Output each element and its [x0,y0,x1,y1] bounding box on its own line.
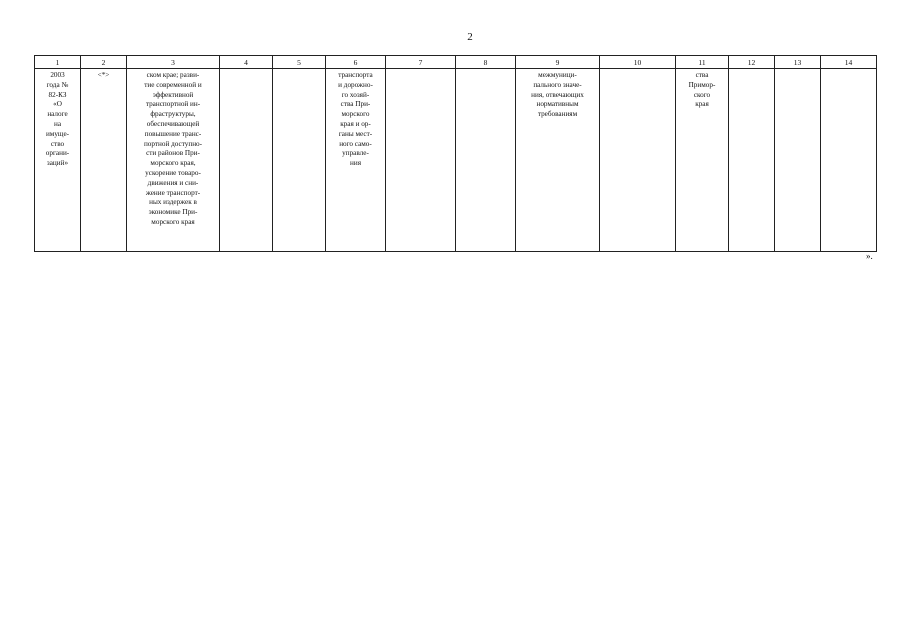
cell-11-text: ства Примор- ского края [688,71,716,109]
header-row [35,56,877,69]
cell-9 [516,69,600,252]
header-cell-11: 11 [676,56,729,69]
cell-4 [220,69,273,252]
cell-1-text: 2003 года № 82-КЗ «О налоге на имуще- ство органи- заций» [45,71,70,168]
header-cell-7: 7 [386,56,456,69]
header-cell-14: 14 [821,56,877,69]
closing-quote-mark: ». [866,251,873,261]
continuation-table [34,55,877,252]
cell-13 [775,69,821,252]
header-cell-3: 3 [127,56,220,69]
cell-7 [386,69,456,252]
header-cell-1: 1 [35,56,81,69]
cell-1 [35,69,81,252]
cell-6-text: транспорта и дорожно- го хозяй- ства При- морского края и ор- ганы мест- ного само- управле- ния [338,71,373,168]
cell-2 [81,69,127,252]
cell-14 [821,69,877,252]
header-cell-10: 10 [600,56,676,69]
cell-8 [456,69,516,252]
cell-5 [273,69,326,252]
cell-3-text: ском крае; разви- тие современной и эффективной транспортной ин- фраструктуры, обеспечивающей повышение транс- портной доступно- сти районов При- морского края, ускорение товаро- движения и сни- жение транспорт- ных издержек в экономике При- морского края [143,71,203,226]
cell-6 [326,69,386,252]
header-cell-2: 2 [81,56,127,69]
table-row [35,69,877,252]
cell-11 [676,69,729,252]
header-cell-5: 5 [273,56,326,69]
header-cell-13: 13 [775,56,821,69]
header-cell-9: 9 [516,56,600,69]
cell-2-text: <*> [97,71,110,79]
header-cell-4: 4 [220,56,273,69]
header-cell-8: 8 [456,56,516,69]
header-cell-12: 12 [729,56,775,69]
page-number: 2 [467,31,473,43]
cell-9-text: межмуници- пального значе- ния, отвечающих нормативным требованиям [531,71,584,119]
cell-12 [729,69,775,252]
cell-10 [600,69,676,252]
header-cell-6: 6 [326,56,386,69]
cell-3 [127,69,220,252]
